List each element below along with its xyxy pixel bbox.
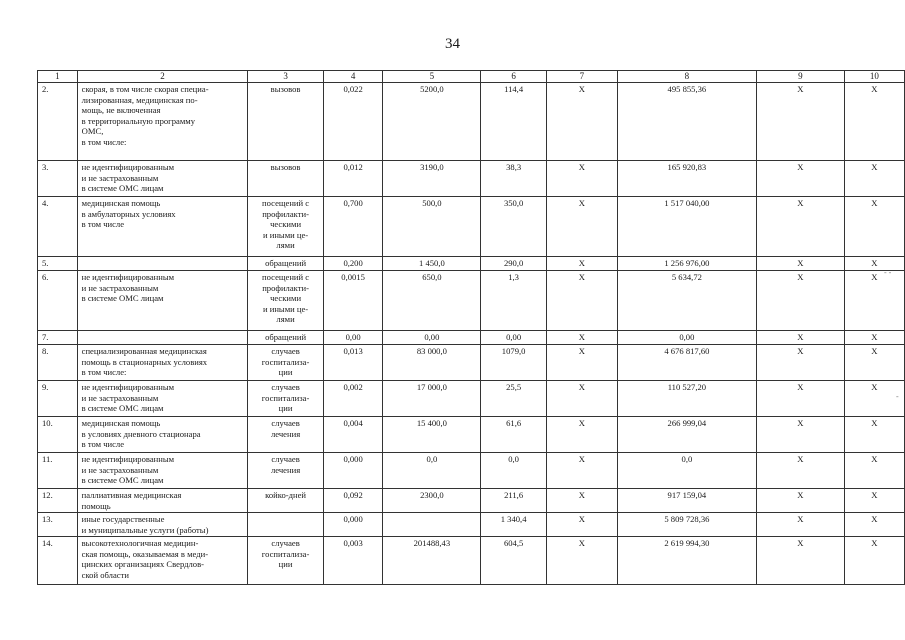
table-cell: не идентифицированным и не застрахованным в системе ОМС лицам [77, 161, 248, 197]
table-cell: 1 517 040,00 [617, 197, 756, 257]
table-cell: 1 256 976,00 [617, 257, 756, 271]
table-cell: 0,700 [323, 197, 382, 257]
table-cell: Х [546, 417, 617, 453]
scan-margin-mark: - - [884, 268, 892, 277]
header-cell: 5 [383, 71, 481, 83]
table-cell: 165 920,83 [617, 161, 756, 197]
table-cell [77, 331, 248, 345]
table-cell: Х [844, 83, 904, 161]
table-cell: случаев госпитализа- ции [248, 345, 324, 381]
table-cell: 5 809 728,36 [617, 513, 756, 537]
table-cell: 0,00 [481, 331, 546, 345]
table-cell: Х [844, 271, 904, 331]
table-cell: Х [546, 537, 617, 585]
table-cell: Х [844, 381, 904, 417]
header-cell: 6 [481, 71, 546, 83]
table-cell: 1079,0 [481, 345, 546, 381]
table-cell: иные государственные и муниципальные услуги (работы) [77, 513, 248, 537]
table-cell: 495 855,36 [617, 83, 756, 161]
header-cell: 7 [546, 71, 617, 83]
table-body [38, 71, 905, 585]
header-cell: 9 [756, 71, 844, 83]
table-cell: Х [546, 257, 617, 271]
table-cell: 0,00 [617, 331, 756, 345]
table-cell: койко-дней [248, 489, 324, 513]
table-cell: Х [546, 271, 617, 331]
header-cell: 10 [844, 71, 904, 83]
table-row [38, 537, 905, 585]
table-cell: Х [844, 257, 904, 271]
table-row [38, 161, 905, 197]
table-header-row [38, 71, 905, 83]
table-cell: посещений с профилакти- ческими и иными це- лями [248, 197, 324, 257]
table-cell: Х [756, 197, 844, 257]
table-cell: Х [756, 161, 844, 197]
table-row [38, 489, 905, 513]
table-cell: 1 340,4 [481, 513, 546, 537]
table-cell: 2 619 994,30 [617, 537, 756, 585]
table-cell: медицинская помощь в амбулаторных условиях в том числе [77, 197, 248, 257]
table-cell: Х [844, 453, 904, 489]
table-cell: не идентифицированным и не застрахованным в системе ОМС лицам [77, 453, 248, 489]
table-cell: 61,6 [481, 417, 546, 453]
table-cell: не идентифицированным и не застрахованным в системе ОМС лицам [77, 271, 248, 331]
table-cell: 0,00 [323, 331, 382, 345]
table-cell: 266 999,04 [617, 417, 756, 453]
table-cell: Х [756, 83, 844, 161]
table-cell: 5200,0 [383, 83, 481, 161]
table-cell: 0,092 [323, 489, 382, 513]
table-row [38, 345, 905, 381]
table-cell: 12. [38, 489, 78, 513]
table-cell: 15 400,0 [383, 417, 481, 453]
table-cell: 0,00 [383, 331, 481, 345]
table-cell: 1,3 [481, 271, 546, 331]
header-cell: 1 [38, 71, 78, 83]
table-cell: 0,0015 [323, 271, 382, 331]
table-cell: 4. [38, 197, 78, 257]
table-cell: 13. [38, 513, 78, 537]
table-cell: 25,5 [481, 381, 546, 417]
table-cell: случаев госпитализа- ции [248, 381, 324, 417]
table-cell: 38,3 [481, 161, 546, 197]
table-cell: Х [756, 537, 844, 585]
table-cell: обращений [248, 257, 324, 271]
table-cell: Х [546, 513, 617, 537]
table-row [38, 83, 905, 161]
table-cell: Х [844, 417, 904, 453]
table-cell: Х [546, 381, 617, 417]
header-cell: 8 [617, 71, 756, 83]
table-cell: высокотехнологичная медицин- ская помощь, оказываемая в меди- цинских организациях Свердлов- ской области [77, 537, 248, 585]
table-cell: 5 634,72 [617, 271, 756, 331]
table-cell: случаев лечения [248, 417, 324, 453]
table-cell: вызовов [248, 83, 324, 161]
table-cell: 0,022 [323, 83, 382, 161]
scan-margin-mark: - [896, 392, 899, 401]
table-cell: 3190,0 [383, 161, 481, 197]
table-cell: обращений [248, 331, 324, 345]
table-row [38, 271, 905, 331]
table-cell: 500,0 [383, 197, 481, 257]
table-cell: 650,0 [383, 271, 481, 331]
table-row [38, 197, 905, 257]
table-cell: 2. [38, 83, 78, 161]
table-cell [248, 513, 324, 537]
table-row [38, 257, 905, 271]
table-row [38, 331, 905, 345]
table-cell: Х [546, 83, 617, 161]
table-row [38, 453, 905, 489]
page-number: 34 [445, 36, 460, 52]
table-cell: Х [546, 453, 617, 489]
header-cell: 2 [77, 71, 248, 83]
table-cell: Х [844, 489, 904, 513]
table-cell: Х [844, 331, 904, 345]
table-cell: 290,0 [481, 257, 546, 271]
table-cell: посещений с профилакти- ческими и иными це- лями [248, 271, 324, 331]
header-cell: 3 [248, 71, 324, 83]
table-cell: 201488,43 [383, 537, 481, 585]
table-cell: 5. [38, 257, 78, 271]
table-cell: специализированная медицинская помощь в стационарных условиях в том числе: [77, 345, 248, 381]
table-cell: 0,012 [323, 161, 382, 197]
table-cell: Х [844, 345, 904, 381]
table-cell: паллиативная медицинская помощь [77, 489, 248, 513]
table-cell: 7. [38, 331, 78, 345]
table-cell: Х [756, 417, 844, 453]
table-cell: 604,5 [481, 537, 546, 585]
table-cell: 0,0 [481, 453, 546, 489]
table-cell: Х [546, 345, 617, 381]
table-cell: Х [756, 453, 844, 489]
table-row [38, 417, 905, 453]
table-cell: 14. [38, 537, 78, 585]
table-cell: 11. [38, 453, 78, 489]
table-cell: Х [844, 161, 904, 197]
table-cell: не идентифицированным и не застрахованным в системе ОМС лицам [77, 381, 248, 417]
table-row [38, 381, 905, 417]
table-cell: Х [844, 197, 904, 257]
table-cell: Х [546, 331, 617, 345]
table-row [38, 513, 905, 537]
table-cell: 1 450,0 [383, 257, 481, 271]
table-cell: Х [756, 271, 844, 331]
table-cell: Х [844, 537, 904, 585]
table-cell: 0,0 [383, 453, 481, 489]
table-cell: 350,0 [481, 197, 546, 257]
table-cell: случаев госпитализа- ции [248, 537, 324, 585]
table-cell: 0,000 [323, 513, 382, 537]
table-cell: 0,002 [323, 381, 382, 417]
table-cell: Х [756, 331, 844, 345]
table-cell: 2300,0 [383, 489, 481, 513]
table-cell: 211,6 [481, 489, 546, 513]
table-cell: Х [546, 161, 617, 197]
table-cell: 83 000,0 [383, 345, 481, 381]
header-cell: 4 [323, 71, 382, 83]
table-cell: Х [844, 513, 904, 537]
table-cell: 4 676 817,60 [617, 345, 756, 381]
table-cell: 110 527,20 [617, 381, 756, 417]
table-cell: вызовов [248, 161, 324, 197]
table-cell: случаев лечения [248, 453, 324, 489]
table-cell [383, 513, 481, 537]
table-cell: медицинская помощь в условиях дневного стационара в том числе [77, 417, 248, 453]
table-cell: 0,004 [323, 417, 382, 453]
table-cell: Х [756, 489, 844, 513]
table-cell: 0,200 [323, 257, 382, 271]
table-cell: 10. [38, 417, 78, 453]
table-cell: 6. [38, 271, 78, 331]
table-cell: 0,003 [323, 537, 382, 585]
table-cell: Х [756, 345, 844, 381]
table-cell: Х [756, 513, 844, 537]
table-cell: 114,4 [481, 83, 546, 161]
table-cell: Х [756, 257, 844, 271]
table-cell: 0,0 [617, 453, 756, 489]
table-cell: Х [756, 381, 844, 417]
table-cell: 917 159,04 [617, 489, 756, 513]
data-table [37, 70, 905, 585]
table-cell: 9. [38, 381, 78, 417]
table-cell: 8. [38, 345, 78, 381]
table-cell: 17 000,0 [383, 381, 481, 417]
table-cell: 0,013 [323, 345, 382, 381]
table-cell: 3. [38, 161, 78, 197]
table-cell [77, 257, 248, 271]
table-cell: Х [546, 489, 617, 513]
table-cell: скорая, в том числе скорая специа- лизированная, медицинская по- мощь, не включенная в территориальную программу ОМС, в том числе: [77, 83, 248, 161]
table-cell: 0,000 [323, 453, 382, 489]
table-cell: Х [546, 197, 617, 257]
